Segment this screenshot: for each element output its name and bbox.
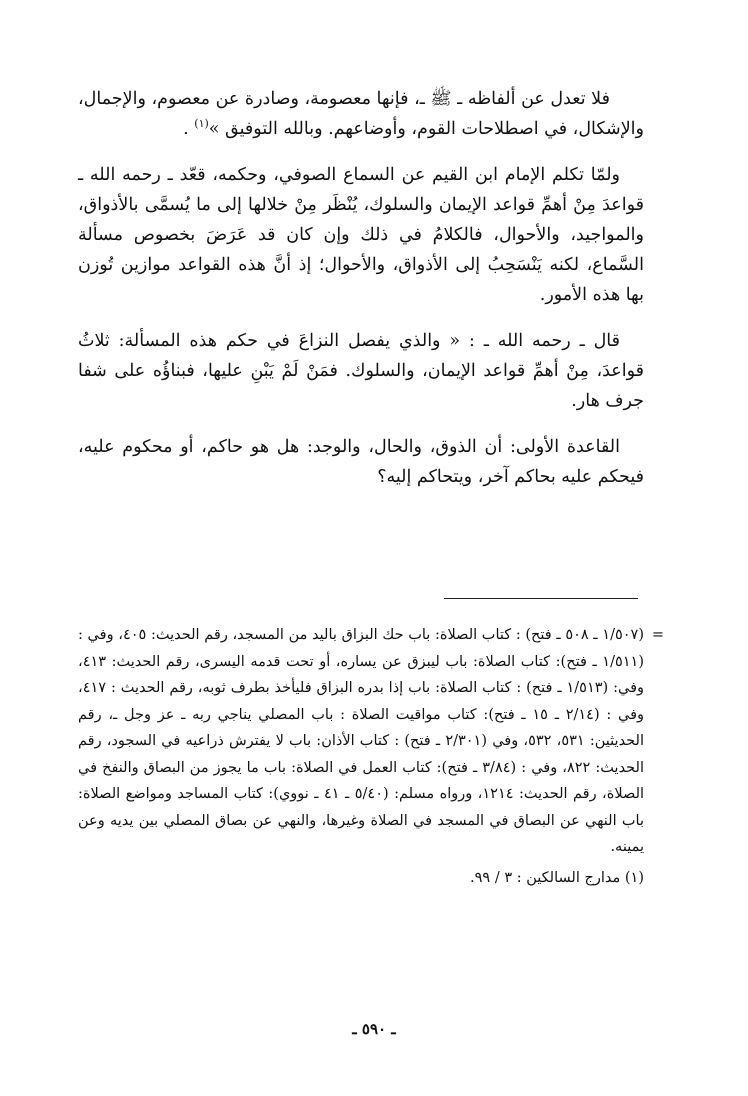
main-body-text [78,84,644,492]
footnote-1-text: مدارج السالكين : ٣ / ٩٩. [470,869,621,886]
paragraph-2: ولمّا تكلم الإمام ابن القيم عن السماع الصوفي، وحكمه، قعّد ـ رحمه الله ـ قواعدَ مِنْ أهمِّ قواعد الإيمان والسلوك، يُنْظَر مِنْ خلالها إلى ما يُسمَّى بالأذواق، والمواجيد، والأحوال، فالكلامُ في ذلك وإن كان قد عَرَضَ بخصوص مسألة السَّماع، لكنه يَنْسَحِبُ إلى الأذواق، والأحوال؛ إذ أنَّ هذه القواعد موازين تُوزن بها هذه الأمور. [78,165,644,305]
paragraph-1 [78,84,644,144]
paragraph-1-text: فلا تعدل عن ألفاظه ـ ﷺ ـ، فإنها معصومة، وصادرة عن معصوم، والإجمال، والإشكال، في اصطلاحات القوم، وأوضاعهم. وبالله التوفيق » [78,89,644,139]
footnote-continuation [78,622,664,861]
page-number: ـ ٥٩٠ ـ [352,1020,396,1038]
paragraph-3: قال ـ رحمه الله ـ : « والذي يفصل النزاعَ في حكم هذه المسألة: ثلاثُ قواعدَ، مِنْ أهمِّ قواعد الإيمان، والسلوك. فمَنْ لَمْ يَبْنِ عليها، فبناؤُه على شفا جرف هار. [78,331,644,411]
paragraph-4: القاعدة الأولى: أن الذوق، والحال، والوجد: هل هو حاكم، أو محكوم عليه، فيحكم عليه بحاكم آخر، ويتحاكم إليه؟ [78,437,644,487]
footnote-1-number: (١) [624,869,644,886]
paragraph-1-tail: . [183,119,189,139]
footnote-ref-1: (١) [194,117,209,131]
footnote-1 [78,865,644,892]
footnote-separator [444,598,638,599]
footnote-continuation-text: (١/٥٠٧ ـ ٥٠٨ ـ فتح) : كتاب الصلاة: باب حك البزاق باليد من المسجد، رقم الحديث: ٤٠٥، وفي : (١/٥١١ ـ فتح): كتاب الصلاة: باب ليبزق عن يساره، أو تحت قدمه اليسرى، رقم الحديث: ٤١٣، وفي: (١/٥١٣ ـ فتح) : كتاب الصلاة: باب إذا بدره البزاق فليأخذ بطرف ثوبه، رقم الحديث : ٤١٧، وفي : (٢/١٤ ـ ١٥ ـ فتح): كتاب مواقيت الصلاة : باب المصلي يناجي ربه ـ عز وجل ـ، رقم الحديثين: ٥٣١، ٥٣٢، وفي (٢/٣٠١ ـ فتح) : كتاب الأذان: باب لا يفترش ذراعيه في السجود، رقم الحديث: ٨٢٢، وفي : (٣/٨٤ ـ فتح): كتاب العمل في الصلاة: باب ما يجوز من البصاق والنفخ في الصلاة، رقم الحديث: ١٢١٤، ورواه مسلم: (٥/٤٠ ـ ٤١ ـ نووي): كتاب المساجد ومواضع الصلاة: باب النهي عن البصاق في المسجد في الصلاة وغيرها، والنهي عن بصاق المصلي بين يديه وعن يمينه. [78,627,645,855]
footnotes-section [78,622,664,891]
continuation-marker: = [651,627,664,643]
